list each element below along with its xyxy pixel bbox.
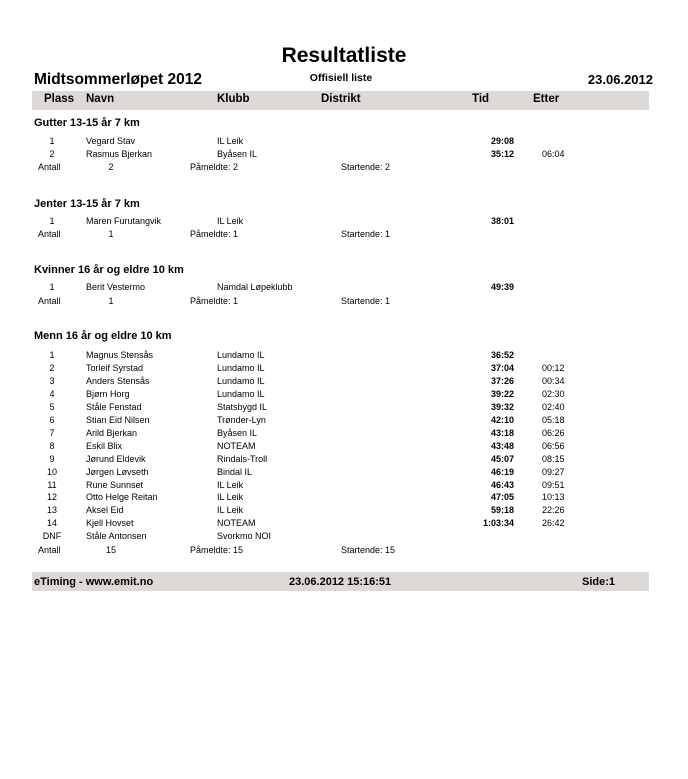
result-row bbox=[0, 480, 688, 493]
time-behind: 26:42 bbox=[542, 518, 565, 529]
result-row bbox=[0, 505, 688, 518]
result-row bbox=[0, 428, 688, 441]
class-title: Kvinner 16 år og eldre 10 km bbox=[34, 264, 184, 276]
finish-time: 59:18 bbox=[490, 505, 514, 516]
startende-value: 1 bbox=[385, 296, 391, 306]
time-behind: 06:56 bbox=[542, 440, 565, 451]
runner-name: Jørgen Løvseth bbox=[86, 466, 149, 477]
runner-name: Eskil Blix bbox=[86, 440, 123, 451]
time-behind: 02:30 bbox=[542, 388, 565, 399]
placing: 14 bbox=[46, 518, 57, 529]
result-row bbox=[0, 441, 688, 454]
placing: 9 bbox=[49, 453, 55, 464]
pameldte-field bbox=[190, 545, 243, 555]
runner-name: Ståle Fenstad bbox=[86, 401, 142, 412]
pameldte-field bbox=[190, 229, 238, 239]
club-name: IL Leik bbox=[217, 479, 244, 490]
runner-name: Vegard Stav bbox=[86, 136, 136, 146]
runner-name: Maren Furutangvik bbox=[86, 216, 162, 226]
club-name: Lundamo IL bbox=[217, 350, 265, 360]
runner-name: Rasmus Bjerkan bbox=[86, 148, 153, 159]
finish-time: 35:12 bbox=[490, 148, 514, 159]
finish-time: 46:19 bbox=[490, 466, 514, 477]
class-summary bbox=[0, 162, 688, 174]
time-behind: 08:15 bbox=[542, 453, 565, 464]
placing: 6 bbox=[49, 414, 55, 425]
result-row bbox=[0, 467, 688, 480]
pameldte-label: Påmeldte: bbox=[190, 545, 231, 555]
runner-name: Stian Eid Nilsen bbox=[86, 414, 150, 425]
column-header-distrikt: Distrikt bbox=[321, 93, 361, 105]
placing: 2 bbox=[49, 362, 55, 373]
club-name: Namdal Løpeklubb bbox=[217, 282, 293, 292]
finish-time: 45:07 bbox=[490, 453, 514, 464]
placing: 1 bbox=[49, 282, 55, 292]
finish-time: 39:22 bbox=[490, 388, 514, 399]
time-behind: 22:26 bbox=[542, 505, 565, 516]
class-summary bbox=[0, 229, 688, 241]
startende-label: Startende: bbox=[341, 162, 383, 172]
runner-name: Otto Helge Reitan bbox=[86, 492, 158, 503]
runner-name: Berit Vestermo bbox=[86, 282, 146, 292]
finish-time: 43:48 bbox=[490, 440, 514, 451]
placing: DNF bbox=[42, 531, 62, 542]
result-row bbox=[0, 350, 688, 363]
time-behind: 09:51 bbox=[542, 479, 565, 490]
pameldte-field bbox=[190, 296, 238, 306]
antall-label: Antall bbox=[38, 545, 61, 555]
startende-label: Startende: bbox=[341, 296, 383, 306]
runner-name: Rune Sunnset bbox=[86, 479, 144, 490]
result-row bbox=[0, 531, 688, 544]
column-header-plass: Plass bbox=[44, 93, 75, 105]
event-name: Midtsommerløpet 2012 bbox=[34, 71, 202, 88]
startende-field bbox=[341, 296, 390, 306]
finish-time: 1:03:34 bbox=[482, 518, 514, 529]
class-title: Gutter 13-15 år 7 km bbox=[34, 117, 140, 129]
antall-label: Antall bbox=[38, 296, 61, 306]
finish-time: 37:04 bbox=[490, 362, 514, 373]
startende-value: 15 bbox=[385, 545, 396, 555]
runner-name: Torleif Syrstad bbox=[86, 362, 144, 373]
antall-value: 15 bbox=[105, 545, 116, 555]
antall-label: Antall bbox=[38, 162, 61, 172]
antall-label: Antall bbox=[38, 229, 61, 239]
time-behind: 00:12 bbox=[542, 362, 565, 373]
club-name: Bindal IL bbox=[217, 466, 253, 477]
club-name: Byåsen IL bbox=[217, 427, 258, 438]
placing: 10 bbox=[46, 466, 57, 477]
finish-time: 47:05 bbox=[490, 492, 514, 503]
column-header-tid: Tid bbox=[472, 93, 490, 105]
pameldte-label: Påmeldte: bbox=[190, 162, 231, 172]
runner-name: Anders Stensås bbox=[86, 375, 150, 386]
time-behind: 00:34 bbox=[542, 375, 565, 386]
finish-time: 36:52 bbox=[490, 350, 514, 360]
startende-field bbox=[341, 545, 395, 555]
event-date: 23.06.2012 bbox=[587, 72, 653, 87]
result-row bbox=[0, 363, 688, 376]
result-row bbox=[0, 216, 688, 229]
class-summary bbox=[0, 296, 688, 308]
finish-time: 43:18 bbox=[490, 427, 514, 438]
time-behind: 06:26 bbox=[542, 427, 565, 438]
placing: 3 bbox=[49, 375, 55, 386]
list-subtitle: Offisiell liste bbox=[309, 72, 373, 84]
class-title: Menn 16 år og eldre 10 km bbox=[34, 330, 172, 342]
club-name: Rindals-Troll bbox=[217, 453, 268, 464]
placing: 8 bbox=[49, 440, 55, 451]
class-title: Jenter 13-15 år 7 km bbox=[34, 198, 140, 210]
result-row bbox=[0, 376, 688, 389]
finish-time: 39:32 bbox=[490, 401, 514, 412]
club-name: IL Leik bbox=[217, 216, 244, 226]
club-name: NOTEAM bbox=[217, 440, 256, 451]
pameldte-field bbox=[190, 162, 238, 172]
result-row bbox=[0, 389, 688, 402]
time-behind: 09:27 bbox=[542, 466, 565, 477]
club-name: Lundamo IL bbox=[217, 375, 265, 386]
placing: 1 bbox=[49, 350, 55, 360]
startende-value: 1 bbox=[385, 229, 391, 239]
startende-value: 2 bbox=[385, 162, 391, 172]
pameldte-label: Påmeldte: bbox=[190, 296, 231, 306]
antall-value: 1 bbox=[108, 229, 114, 239]
finish-time: 38:01 bbox=[490, 216, 514, 226]
placing: 11 bbox=[47, 479, 57, 490]
club-name: Lundamo IL bbox=[217, 388, 265, 399]
footer-page-number: Side:1 bbox=[582, 576, 616, 588]
result-row bbox=[0, 149, 688, 162]
page-title: Resultatliste bbox=[281, 44, 407, 67]
club-name: IL Leik bbox=[217, 505, 244, 516]
club-name: Lundamo IL bbox=[217, 362, 265, 373]
pameldte-value: 15 bbox=[233, 545, 244, 555]
pameldte-value: 1 bbox=[233, 229, 239, 239]
column-header-klubb: Klubb bbox=[217, 93, 250, 105]
startende-field bbox=[341, 162, 390, 172]
finish-time: 37:26 bbox=[490, 375, 514, 386]
placing: 4 bbox=[49, 388, 55, 399]
pameldte-label: Påmeldte: bbox=[190, 229, 231, 239]
placing: 1 bbox=[49, 216, 55, 226]
club-name: Statsbygd IL bbox=[217, 401, 268, 412]
class-summary bbox=[0, 545, 688, 557]
runner-name: Arild Bjerkan bbox=[86, 427, 138, 438]
club-name: IL Leik bbox=[217, 136, 244, 146]
footer-source: eTiming - www.emit.no bbox=[34, 576, 154, 588]
column-header-bar bbox=[32, 91, 649, 110]
finish-time: 49:39 bbox=[490, 282, 514, 292]
finish-time: 42:10 bbox=[490, 414, 514, 425]
placing: 7 bbox=[49, 427, 55, 438]
club-name: NOTEAM bbox=[217, 518, 256, 529]
placing: 13 bbox=[46, 505, 57, 516]
time-behind: 10:13 bbox=[542, 492, 565, 503]
runner-name: Ståle Antonsen bbox=[86, 531, 147, 542]
column-header-etter: Etter bbox=[533, 93, 560, 105]
startende-label: Startende: bbox=[341, 545, 383, 555]
club-name: Byåsen IL bbox=[217, 148, 258, 159]
result-row bbox=[0, 282, 688, 295]
runner-name: Bjørn Horg bbox=[86, 388, 130, 399]
result-row bbox=[0, 492, 688, 505]
finish-time: 46:43 bbox=[490, 479, 514, 490]
club-name: Trønder-Lyn bbox=[217, 414, 266, 425]
startende-field bbox=[341, 229, 390, 239]
time-behind: 06:04 bbox=[542, 148, 565, 159]
result-row bbox=[0, 136, 688, 149]
antall-value: 2 bbox=[108, 162, 114, 172]
result-row bbox=[0, 518, 688, 531]
placing: 12 bbox=[46, 492, 57, 503]
placing: 2 bbox=[49, 148, 55, 159]
time-behind: 05:18 bbox=[542, 414, 565, 425]
result-row bbox=[0, 402, 688, 415]
runner-name: Aksel Eid bbox=[86, 505, 124, 516]
finish-time: 29:08 bbox=[490, 136, 514, 146]
club-name: IL Leik bbox=[217, 492, 244, 503]
footer-timestamp: 23.06.2012 15:16:51 bbox=[289, 576, 392, 588]
result-row bbox=[0, 454, 688, 467]
result-row bbox=[0, 415, 688, 428]
placing: 5 bbox=[49, 401, 55, 412]
startende-label: Startende: bbox=[341, 229, 383, 239]
club-name: Svorkmo NOI bbox=[217, 531, 272, 542]
antall-value: 1 bbox=[108, 296, 114, 306]
pameldte-value: 2 bbox=[233, 162, 239, 172]
time-behind: 02:40 bbox=[542, 401, 565, 412]
footer-bar bbox=[32, 572, 649, 591]
column-header-navn: Navn bbox=[86, 93, 115, 105]
runner-name: Magnus Stensås bbox=[86, 350, 154, 360]
runner-name: Jørund Eldevik bbox=[86, 453, 146, 464]
pameldte-value: 1 bbox=[233, 296, 239, 306]
placing: 1 bbox=[49, 136, 55, 146]
runner-name: Kjell Hovset bbox=[86, 518, 134, 529]
